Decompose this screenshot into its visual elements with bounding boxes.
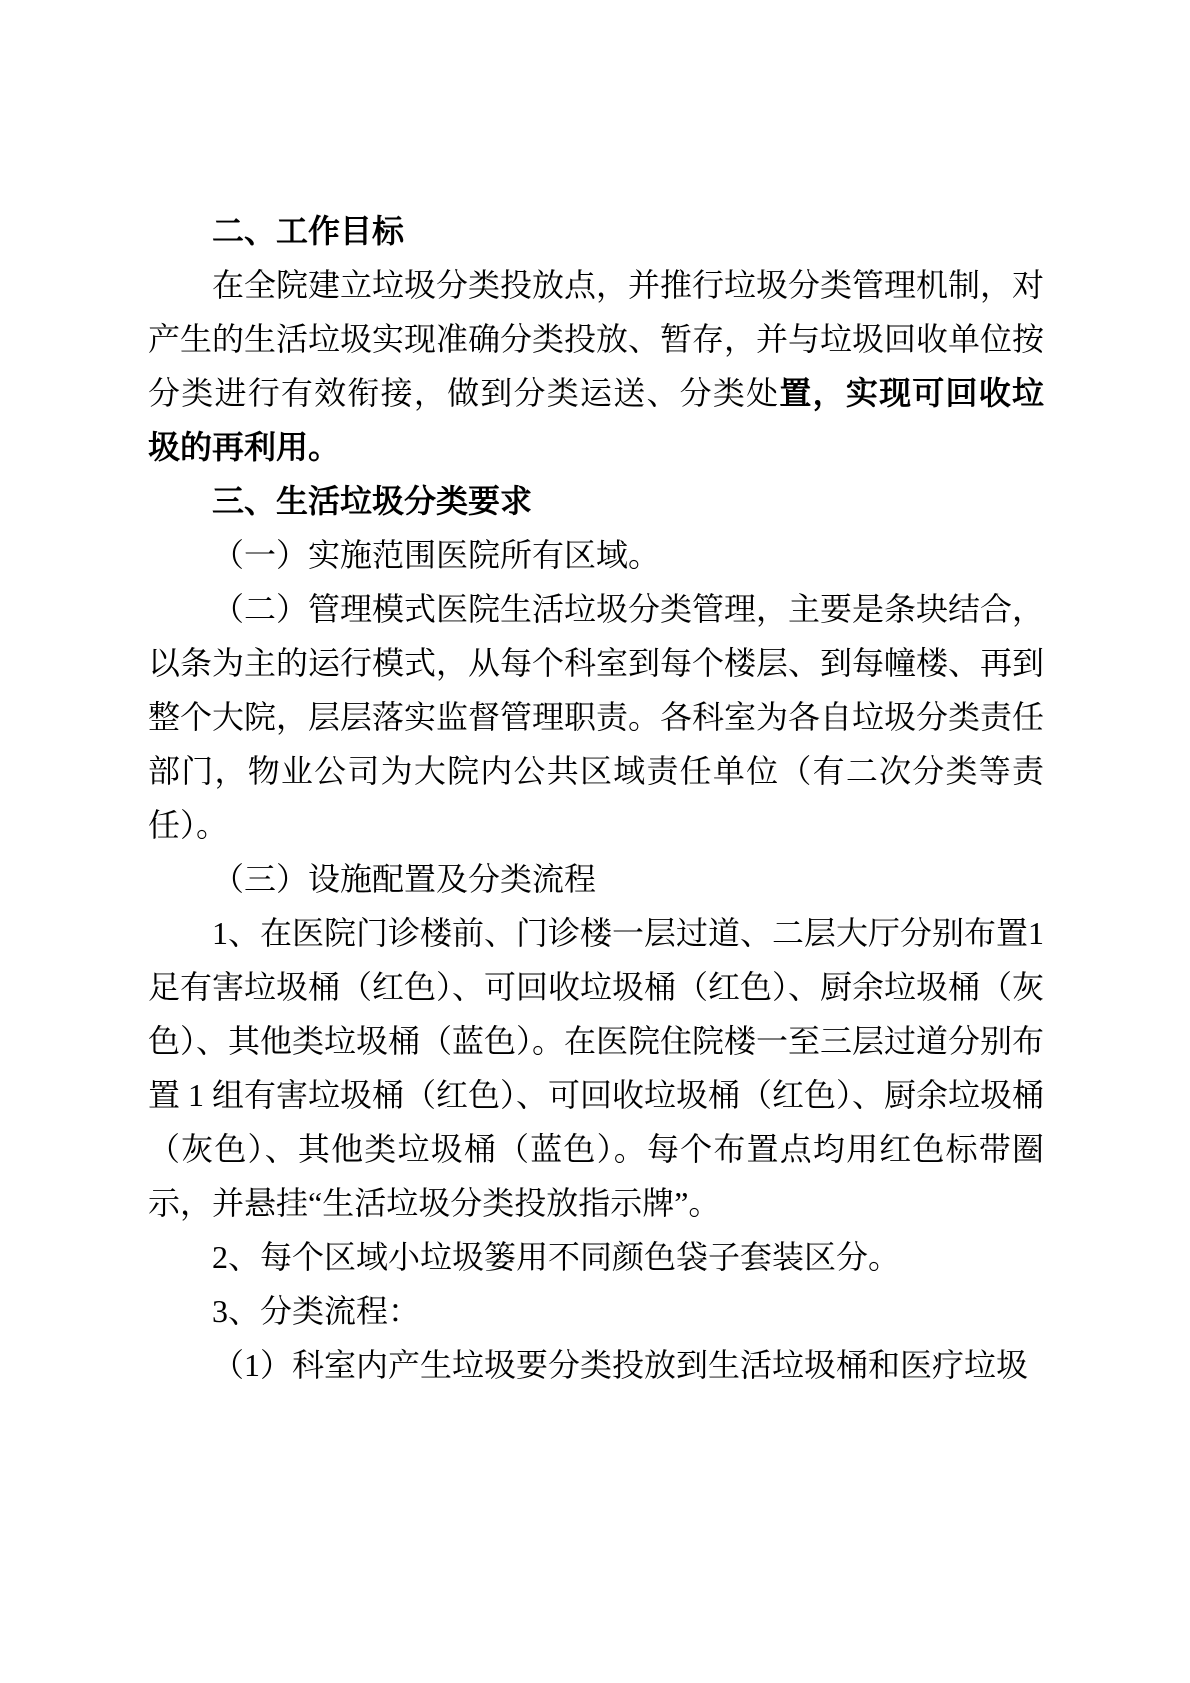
paragraph bbox=[148, 852, 1044, 906]
emphasized-text: 置，实现可回收垃圾的再利用。 bbox=[148, 375, 1044, 465]
emphasized-text: 三、生活垃圾分类要求 bbox=[212, 483, 533, 519]
text-run: （二）管理模式医院生活垃圾分类管理，主要是条块结合，以条为主的运行模式，从每个科室到每个楼层、到每幢楼、再到整个大院，层层落实监督管理职责。各科室为各自垃圾分类责任部门，物业公司为大院内公共区域责任单位（有二次分类等责任）。 bbox=[148, 591, 1045, 843]
paragraph bbox=[148, 1230, 1044, 1284]
text-run: 在全院建立垃圾分类投放点，并推行垃圾分类管理机制，对产生的生活垃圾实现准确分类投放、暂存，并与垃圾回收单位按分类进行有效衔接，做到分类运送、分类处 bbox=[148, 267, 1045, 411]
text-run: 1、在医院门诊楼前、门诊楼一层过道、二层大厅分别布置1 足有害垃圾桶（红色）、可回收垃圾桶（红色）、厨余垃圾桶（灰色）、其他类垃圾桶（蓝色）。在医院住院楼一至三层过道分别布置 1 组有害垃圾桶（红色）、可回收垃圾桶（红色）、厨余垃圾桶（灰色）、其他类垃圾桶（蓝色）。每个布置点均用红色标带圈示，并悬挂“生活垃圾分类投放指示牌”。 bbox=[148, 915, 1045, 1221]
text-run: 2、每个区域小垃圾篓用不同颜色袋子套装区分。 bbox=[212, 1239, 901, 1275]
paragraph bbox=[148, 906, 1044, 1230]
section-heading bbox=[148, 474, 1044, 528]
paragraph bbox=[148, 1284, 1044, 1338]
document-body bbox=[148, 204, 1044, 1392]
paragraph bbox=[148, 1338, 1044, 1392]
paragraph bbox=[148, 582, 1044, 852]
text-run: （三）设施配置及分类流程 bbox=[212, 861, 597, 897]
paragraph bbox=[148, 258, 1044, 474]
section-heading bbox=[148, 204, 1044, 258]
text-run: （一）实施范围医院所有区域。 bbox=[212, 537, 661, 573]
text-run: 3、分类流程： bbox=[212, 1293, 421, 1329]
text-run: （1）科室内产生垃圾要分类投放到生活垃圾桶和医疗垃圾 bbox=[212, 1347, 1029, 1383]
emphasized-text: 二、工作目标 bbox=[212, 213, 405, 249]
paragraph bbox=[148, 528, 1044, 582]
